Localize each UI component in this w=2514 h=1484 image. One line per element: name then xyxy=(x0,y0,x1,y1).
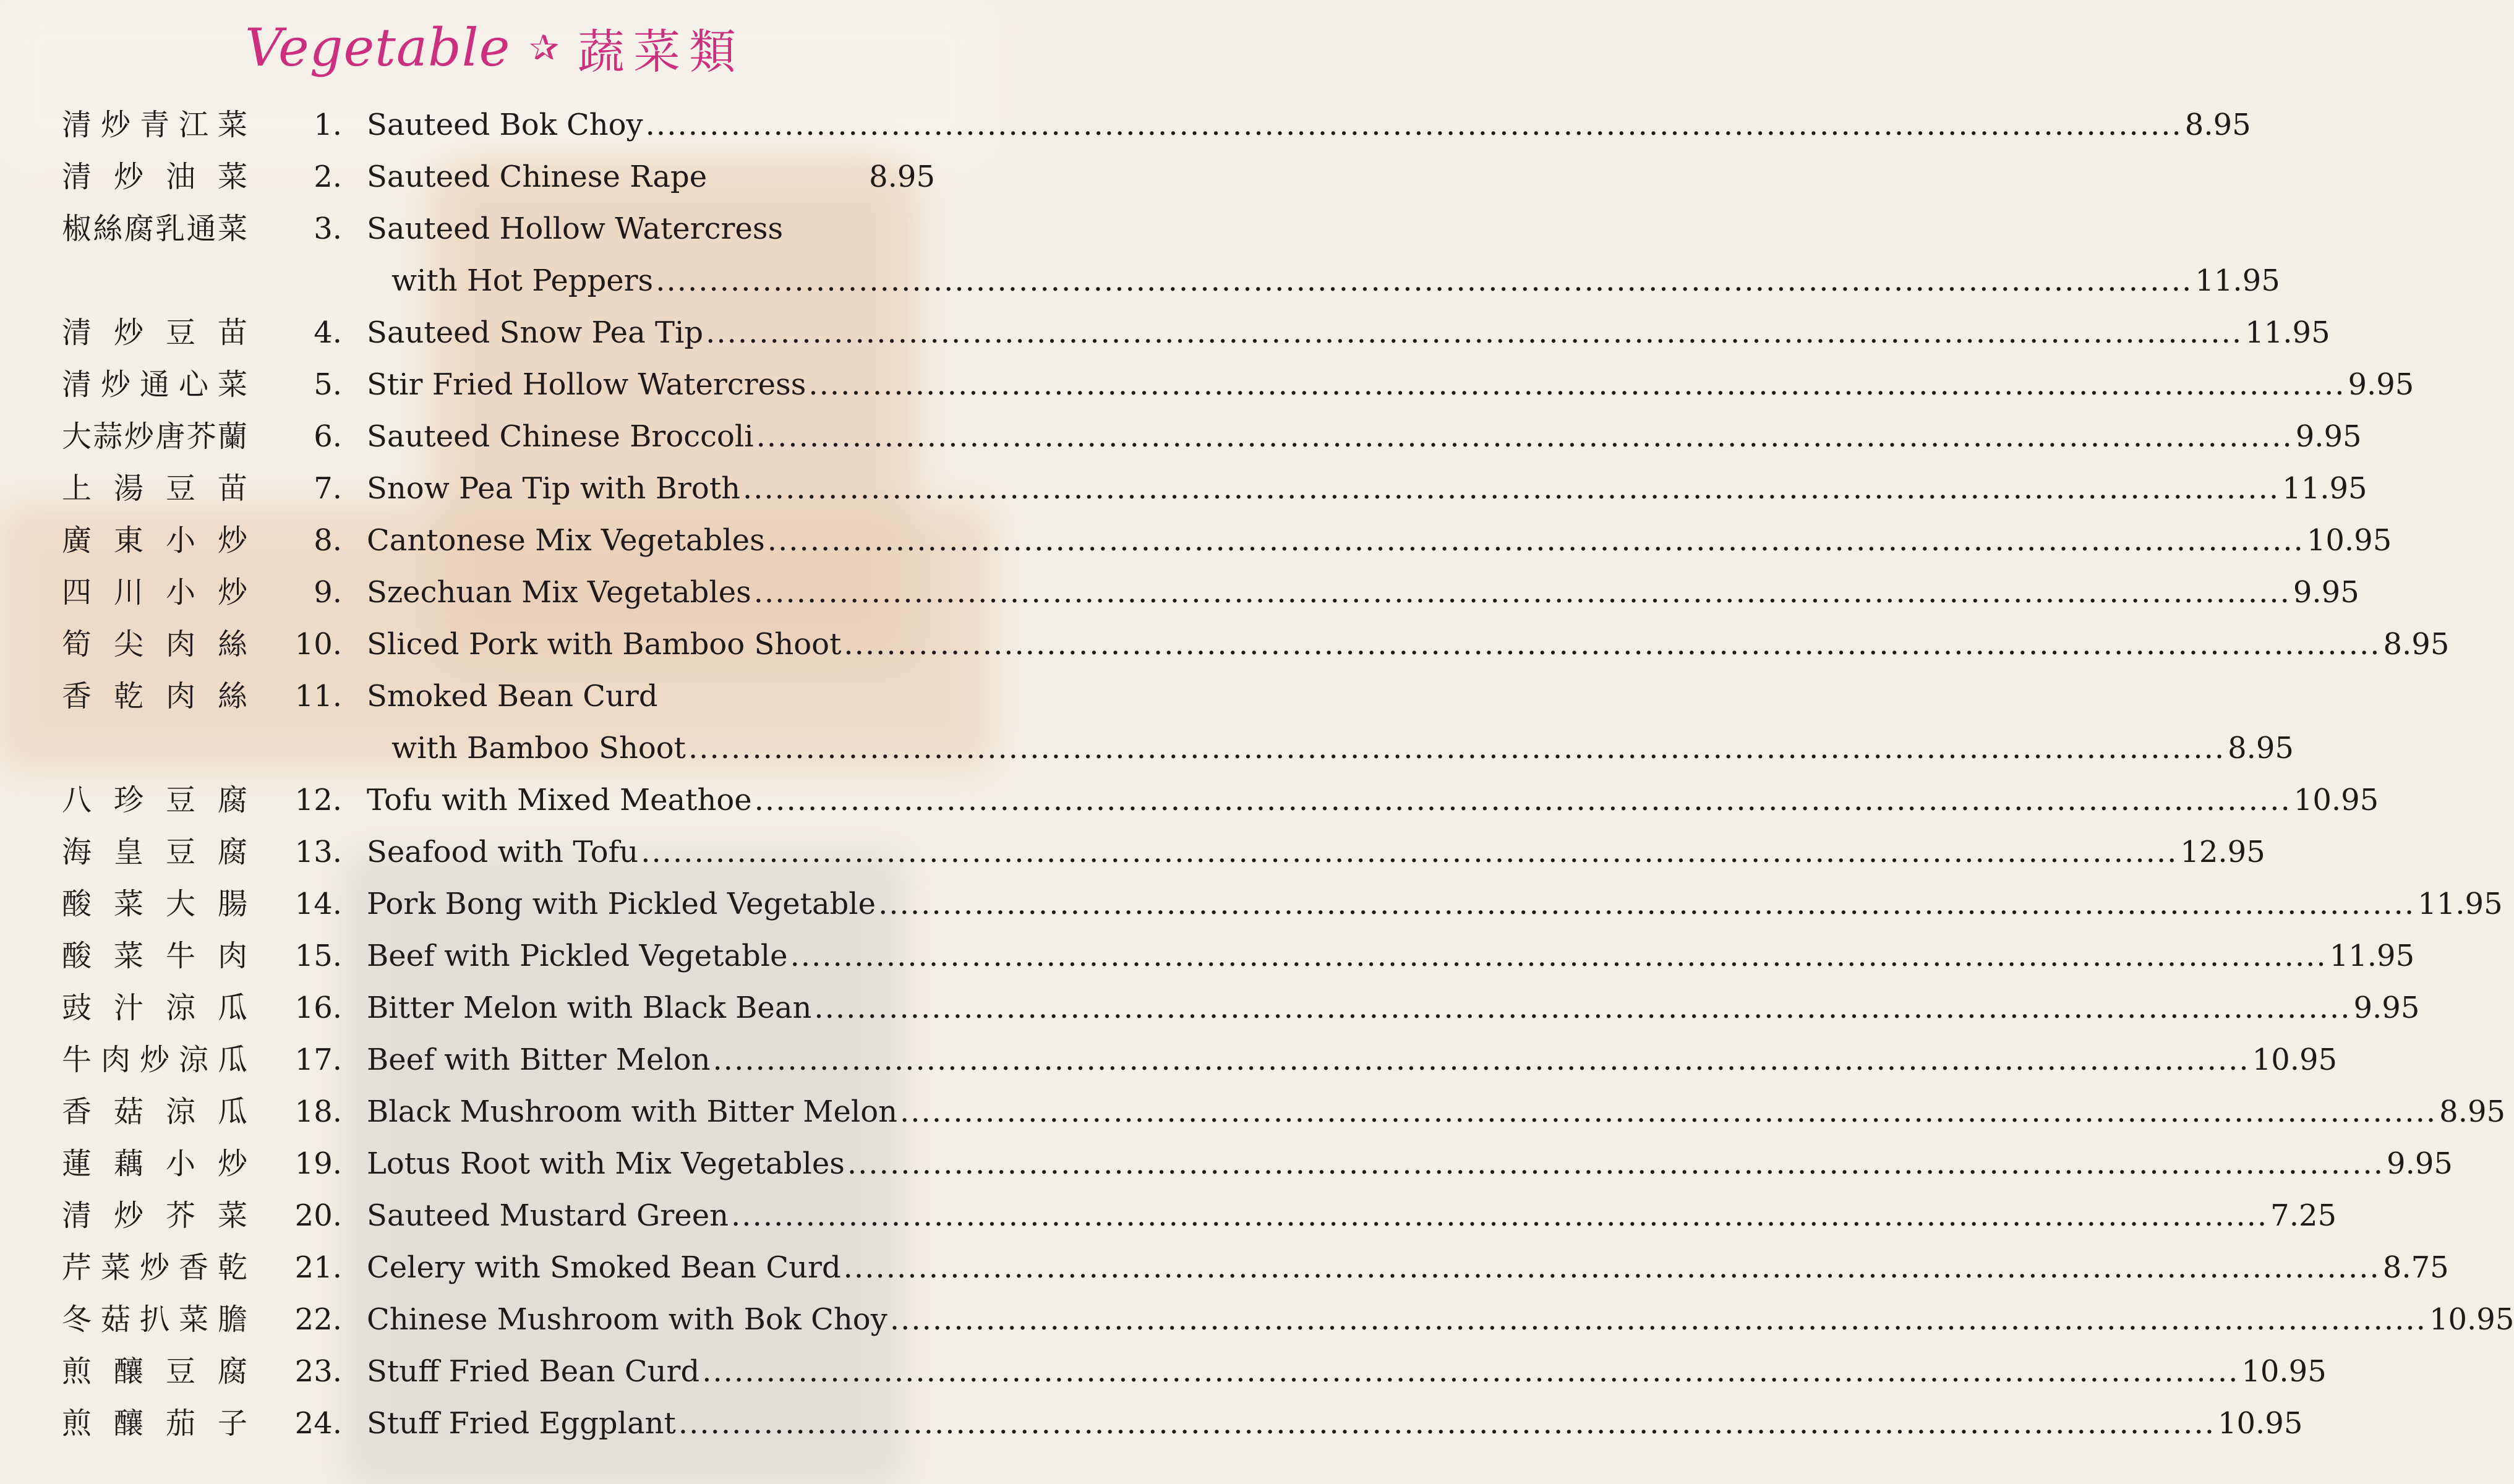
dish-english-name: Smoked Bean Curd xyxy=(367,679,658,714)
dish-chinese-name xyxy=(62,774,247,826)
chinese-char: 廣 xyxy=(62,523,92,558)
chinese-char: 珍 xyxy=(113,783,143,817)
chinese-char: 尖 xyxy=(113,627,143,662)
chinese-char: 菜 xyxy=(217,1198,247,1233)
dish-chinese-name xyxy=(62,1397,247,1449)
dish-number: 17. xyxy=(294,1043,342,1077)
dish-english-name: Sauteed Mustard Green xyxy=(367,1198,729,1233)
chinese-char: 菜 xyxy=(217,108,247,142)
dish-english-name: Sliced Pork with Bamboo Shoot xyxy=(367,627,842,662)
chinese-char: 筍 xyxy=(62,627,92,662)
dish-english-name: Lotus Root with Mix Vegetables xyxy=(367,1146,845,1181)
leader-dots xyxy=(731,1190,2268,1242)
menu-item xyxy=(62,1294,2514,1345)
chinese-char: 菇 xyxy=(100,1302,130,1337)
dish-english-name: Cantonese Mix Vegetables xyxy=(367,523,765,558)
chinese-char: 炒 xyxy=(124,419,154,454)
dish-number: 24. xyxy=(294,1406,342,1441)
leader-dots xyxy=(656,255,2192,307)
dish-chinese-name xyxy=(62,670,247,722)
dish-number: 19. xyxy=(294,1146,342,1181)
dish-english-name: Szechuan Mix Vegetables xyxy=(367,575,751,610)
chinese-char: 菜 xyxy=(217,211,247,246)
chinese-char: 豉 xyxy=(62,991,92,1025)
dish-price: 9.95 xyxy=(2293,575,2359,610)
dish-number: 20. xyxy=(294,1198,342,1233)
chinese-char: 炒 xyxy=(113,315,143,350)
dish-chinese-name xyxy=(62,1034,247,1086)
dish-english-name: Sauteed Chinese Rape xyxy=(367,160,708,194)
chinese-char: 通 xyxy=(186,211,216,246)
dish-number: 23. xyxy=(294,1354,342,1389)
chinese-char: 炒 xyxy=(217,523,247,558)
chinese-char: 香 xyxy=(62,679,92,714)
dish-number: 14. xyxy=(294,887,342,921)
chinese-char: 絲 xyxy=(217,679,247,714)
dish-price: 8.75 xyxy=(2382,1250,2449,1285)
chinese-char: 菜 xyxy=(217,367,247,402)
dish-price: 11.95 xyxy=(2329,939,2415,973)
dish-english-name-cont: with Bamboo Shoot xyxy=(391,731,686,765)
chinese-char: 八 xyxy=(62,783,92,817)
dish-price: 9.95 xyxy=(2295,419,2362,454)
chinese-char: 腐 xyxy=(217,835,247,869)
dish-chinese-name xyxy=(62,411,247,463)
dish-chinese-name xyxy=(62,514,247,566)
chinese-char: 瓜 xyxy=(217,1043,247,1077)
chinese-char: 小 xyxy=(165,523,195,558)
dish-number: 12. xyxy=(294,783,342,817)
dish-price: 9.95 xyxy=(2387,1146,2453,1181)
leader-dots xyxy=(755,774,2291,826)
chinese-char: 東 xyxy=(113,523,143,558)
chinese-char: 菜 xyxy=(100,1250,130,1285)
dish-chinese-name xyxy=(62,203,247,255)
dish-price: 10.95 xyxy=(2241,1354,2327,1389)
chinese-char: 釀 xyxy=(113,1354,143,1389)
dish-price: 11.95 xyxy=(2418,887,2503,921)
dish-chinese-name xyxy=(62,1242,247,1294)
menu-item xyxy=(62,930,2415,982)
dish-english-name: Seafood with Tofu xyxy=(367,835,639,869)
leader-dots xyxy=(844,618,2380,670)
dish-chinese-name xyxy=(62,618,247,670)
dish-number: 15. xyxy=(294,939,342,973)
chinese-char: 通 xyxy=(139,367,169,402)
dish-chinese-name xyxy=(62,1138,247,1190)
leader-dots xyxy=(890,1294,2427,1345)
dish-chinese-name xyxy=(62,1294,247,1345)
chinese-char: 腐 xyxy=(217,783,247,817)
chinese-char: 炒 xyxy=(139,1250,169,1285)
title-chinese: 蔬菜類 xyxy=(577,23,745,79)
dish-chinese-name xyxy=(62,1086,247,1138)
chinese-char: 菜 xyxy=(113,939,143,973)
chinese-char: 清 xyxy=(62,315,92,350)
chinese-char: 蘭 xyxy=(217,419,247,454)
chinese-char: 肉 xyxy=(100,1043,130,1077)
chinese-char: 乾 xyxy=(113,679,143,714)
leader-dots xyxy=(844,1242,2380,1294)
dish-english-name: Beef with Pickled Vegetable xyxy=(367,939,788,973)
dish-price: 8.95 xyxy=(2383,627,2450,662)
chinese-char: 大 xyxy=(165,887,195,921)
dish-chinese-name xyxy=(62,1345,247,1397)
chinese-char: 炒 xyxy=(113,1198,143,1233)
chinese-char: 膽 xyxy=(217,1302,247,1337)
dish-number: 6. xyxy=(314,419,342,454)
menu-list xyxy=(62,99,2514,1449)
dish-chinese-name xyxy=(62,99,247,151)
dish-price: 10.95 xyxy=(2217,1406,2303,1441)
dish-price: 8.95 xyxy=(2184,108,2251,142)
menu-item xyxy=(62,774,2379,826)
chinese-char: 冬 xyxy=(62,1302,92,1337)
dish-chinese-name xyxy=(62,930,247,982)
menu-item xyxy=(62,99,2251,151)
menu-item xyxy=(62,514,2392,566)
dish-english-name: Stuff Fried Eggplant xyxy=(367,1406,676,1441)
chinese-char: 香 xyxy=(62,1094,92,1129)
chinese-char: 涼 xyxy=(165,1094,195,1129)
menu-item xyxy=(62,151,935,203)
chinese-char: 釀 xyxy=(113,1406,143,1441)
chinese-char: 心 xyxy=(178,367,208,402)
chinese-char: 炒 xyxy=(217,575,247,610)
dish-number: 16. xyxy=(294,991,342,1025)
dish-price: 11.95 xyxy=(2195,263,2280,298)
dish-number: 5. xyxy=(314,367,342,402)
dish-price: 10.95 xyxy=(2429,1302,2514,1337)
chinese-char: 小 xyxy=(165,1146,195,1181)
chinese-char: 唐 xyxy=(155,419,186,454)
dish-chinese-name xyxy=(62,826,247,878)
chinese-char: 海 xyxy=(62,835,92,869)
dish-price: 9.95 xyxy=(2348,367,2414,402)
chinese-char: 苗 xyxy=(217,315,247,350)
chinese-char: 扒 xyxy=(139,1302,169,1337)
chinese-char: 小 xyxy=(165,575,195,610)
dish-number: 3. xyxy=(314,211,342,246)
chinese-char: 酸 xyxy=(62,887,92,921)
chinese-char: 清 xyxy=(62,160,92,194)
chinese-char: 川 xyxy=(113,575,143,610)
menu-item xyxy=(62,566,2359,618)
chinese-char: 炒 xyxy=(139,1043,169,1077)
chinese-char: 汁 xyxy=(113,991,143,1025)
chinese-char: 肉 xyxy=(217,939,247,973)
leader-dots xyxy=(756,411,2293,463)
chinese-char: 豆 xyxy=(165,783,195,817)
chinese-char: 湯 xyxy=(113,471,143,506)
dish-price: 10.95 xyxy=(2252,1043,2338,1077)
leader-dots xyxy=(754,566,2291,618)
title-english: Vegetable xyxy=(245,17,511,78)
leader-dots xyxy=(702,1345,2239,1397)
chinese-char: 牛 xyxy=(165,939,195,973)
dish-english-name: Sauteed Hollow Watercress xyxy=(367,211,784,246)
menu-item xyxy=(62,1190,2337,1242)
dish-number: 13. xyxy=(294,835,342,869)
dish-number: 1. xyxy=(314,108,342,142)
dish-number: 9. xyxy=(314,575,342,610)
dish-price: 10.95 xyxy=(2306,523,2392,558)
chinese-char: 豆 xyxy=(165,835,195,869)
chinese-char: 涼 xyxy=(178,1043,208,1077)
dish-number: 22. xyxy=(294,1302,342,1337)
menu-item xyxy=(62,1397,2303,1449)
menu-item xyxy=(62,1138,2453,1190)
chinese-char: 茄 xyxy=(165,1406,195,1441)
chinese-char: 芹 xyxy=(62,1250,92,1285)
star-icon: ✰ xyxy=(529,27,559,69)
chinese-char: 菜 xyxy=(178,1302,208,1337)
menu-item xyxy=(62,359,2414,411)
dish-number: 10. xyxy=(294,627,342,662)
chinese-char: 清 xyxy=(62,1198,92,1233)
dish-english-name: Bitter Melon with Black Bean xyxy=(367,991,812,1025)
chinese-char: 苗 xyxy=(217,471,247,506)
menu-item xyxy=(62,1086,2506,1138)
dish-english-name: Celery with Smoked Bean Curd xyxy=(367,1250,841,1285)
dish-chinese-name xyxy=(62,307,247,359)
chinese-char: 酸 xyxy=(62,939,92,973)
dish-price: 8.95 xyxy=(2439,1094,2506,1129)
chinese-char: 炒 xyxy=(100,367,130,402)
leader-dots xyxy=(706,307,2243,359)
dish-english-name: Pork Bong with Pickled Vegetable xyxy=(367,887,876,921)
leader-dots xyxy=(688,722,2225,774)
chinese-char: 菜 xyxy=(217,160,247,194)
dish-price: 9.95 xyxy=(2353,991,2420,1025)
menu-item xyxy=(62,826,2265,878)
dish-chinese-name xyxy=(62,1190,247,1242)
chinese-char: 絲 xyxy=(93,211,123,246)
chinese-char: 煎 xyxy=(62,1406,92,1441)
dish-english-name: Snow Pea Tip with Broth xyxy=(367,471,741,506)
chinese-char: 豆 xyxy=(165,315,195,350)
leader-dots xyxy=(678,1397,2215,1449)
dish-english-name: Sauteed Bok Choy xyxy=(367,108,643,142)
chinese-char: 煎 xyxy=(62,1354,92,1389)
dish-english-name: Black Mushroom with Bitter Melon xyxy=(367,1094,898,1129)
chinese-char: 子 xyxy=(217,1406,247,1441)
leader-dots xyxy=(814,982,2351,1034)
chinese-char: 牛 xyxy=(62,1043,92,1077)
dish-english-name: Tofu with Mixed Meathoe xyxy=(367,783,752,817)
chinese-char: 乳 xyxy=(155,211,186,246)
chinese-char: 椒 xyxy=(62,211,92,246)
chinese-char: 菇 xyxy=(113,1094,143,1129)
menu-item xyxy=(62,463,2367,514)
dish-number: 4. xyxy=(314,315,342,350)
dish-number: 11. xyxy=(294,679,342,714)
dish-number: 21. xyxy=(294,1250,342,1285)
menu-section-title xyxy=(0,14,990,82)
menu-item xyxy=(62,203,2280,307)
leader-dots xyxy=(743,463,2280,514)
dish-price: 7.25 xyxy=(2270,1198,2337,1233)
chinese-char: 蒜 xyxy=(93,419,123,454)
dish-price: 8.95 xyxy=(869,160,935,194)
leader-dots xyxy=(641,826,2178,878)
dish-chinese-name xyxy=(62,463,247,514)
chinese-char: 蓮 xyxy=(62,1146,92,1181)
chinese-char: 上 xyxy=(62,471,92,506)
leader-dots xyxy=(878,878,2415,930)
chinese-char: 大 xyxy=(62,419,92,454)
dish-number: 2. xyxy=(314,160,342,194)
menu-item xyxy=(62,670,2294,774)
chinese-char: 皇 xyxy=(113,835,143,869)
chinese-char: 豆 xyxy=(165,471,195,506)
chinese-char: 絲 xyxy=(217,627,247,662)
dish-english-name-cont: with Hot Peppers xyxy=(391,263,654,298)
chinese-char: 炒 xyxy=(113,160,143,194)
chinese-char: 腐 xyxy=(124,211,154,246)
chinese-char: 豆 xyxy=(165,1354,195,1389)
dish-chinese-name xyxy=(62,878,247,930)
dish-price: 8.95 xyxy=(2228,731,2294,765)
leader-dots xyxy=(900,1086,2437,1138)
chinese-char: 四 xyxy=(62,575,92,610)
dish-english-name: Chinese Mushroom with Bok Choy xyxy=(367,1302,887,1337)
chinese-char: 香 xyxy=(178,1250,208,1285)
chinese-char: 瓜 xyxy=(217,991,247,1025)
chinese-char: 芥 xyxy=(186,419,216,454)
chinese-char: 肉 xyxy=(165,627,195,662)
menu-item xyxy=(62,411,2362,463)
dish-english-name: Stuff Fried Bean Curd xyxy=(367,1354,700,1389)
menu-item xyxy=(62,878,2503,930)
menu-item xyxy=(62,982,2420,1034)
chinese-char: 油 xyxy=(165,160,195,194)
dish-english-name: Beef with Bitter Melon xyxy=(367,1043,711,1077)
dish-chinese-name xyxy=(62,566,247,618)
dish-english-name: Sauteed Chinese Broccoli xyxy=(367,419,754,454)
leader-dots xyxy=(646,99,2183,151)
chinese-char: 菜 xyxy=(113,887,143,921)
chinese-char: 青 xyxy=(139,108,169,142)
dish-chinese-name xyxy=(62,359,247,411)
dish-number: 7. xyxy=(314,471,342,506)
chinese-char: 清 xyxy=(62,367,92,402)
menu-item xyxy=(62,1345,2327,1397)
chinese-char: 炒 xyxy=(217,1146,247,1181)
dish-price: 12.95 xyxy=(2180,835,2265,869)
menu-item xyxy=(62,618,2450,670)
chinese-char: 藕 xyxy=(113,1146,143,1181)
dish-chinese-name xyxy=(62,151,247,203)
chinese-char: 江 xyxy=(178,108,208,142)
leader-dots xyxy=(790,930,2327,982)
chinese-char: 腐 xyxy=(217,1354,247,1389)
leader-dots xyxy=(767,514,2304,566)
dish-price: 10.95 xyxy=(2293,783,2379,817)
chinese-char: 肉 xyxy=(165,679,195,714)
dish-number: 18. xyxy=(294,1094,342,1129)
chinese-char: 炒 xyxy=(100,108,130,142)
chinese-char: 涼 xyxy=(165,991,195,1025)
dish-price: 11.95 xyxy=(2282,471,2367,506)
chinese-char: 芥 xyxy=(165,1198,195,1233)
dish-chinese-name xyxy=(62,982,247,1034)
leader-dots xyxy=(713,1034,2250,1086)
leader-dots xyxy=(808,359,2345,411)
dish-english-name: Sauteed Snow Pea Tip xyxy=(367,315,704,350)
menu-item xyxy=(62,307,2330,359)
dish-price: 11.95 xyxy=(2245,315,2330,350)
chinese-char: 瓜 xyxy=(217,1094,247,1129)
dish-number: 8. xyxy=(314,523,342,558)
chinese-char: 乾 xyxy=(217,1250,247,1285)
chinese-char: 清 xyxy=(62,108,92,142)
leader-dots xyxy=(847,1138,2384,1190)
menu-item xyxy=(62,1242,2449,1294)
dish-english-name: Stir Fried Hollow Watercress xyxy=(367,367,806,402)
chinese-char: 腸 xyxy=(217,887,247,921)
menu-item xyxy=(62,1034,2338,1086)
